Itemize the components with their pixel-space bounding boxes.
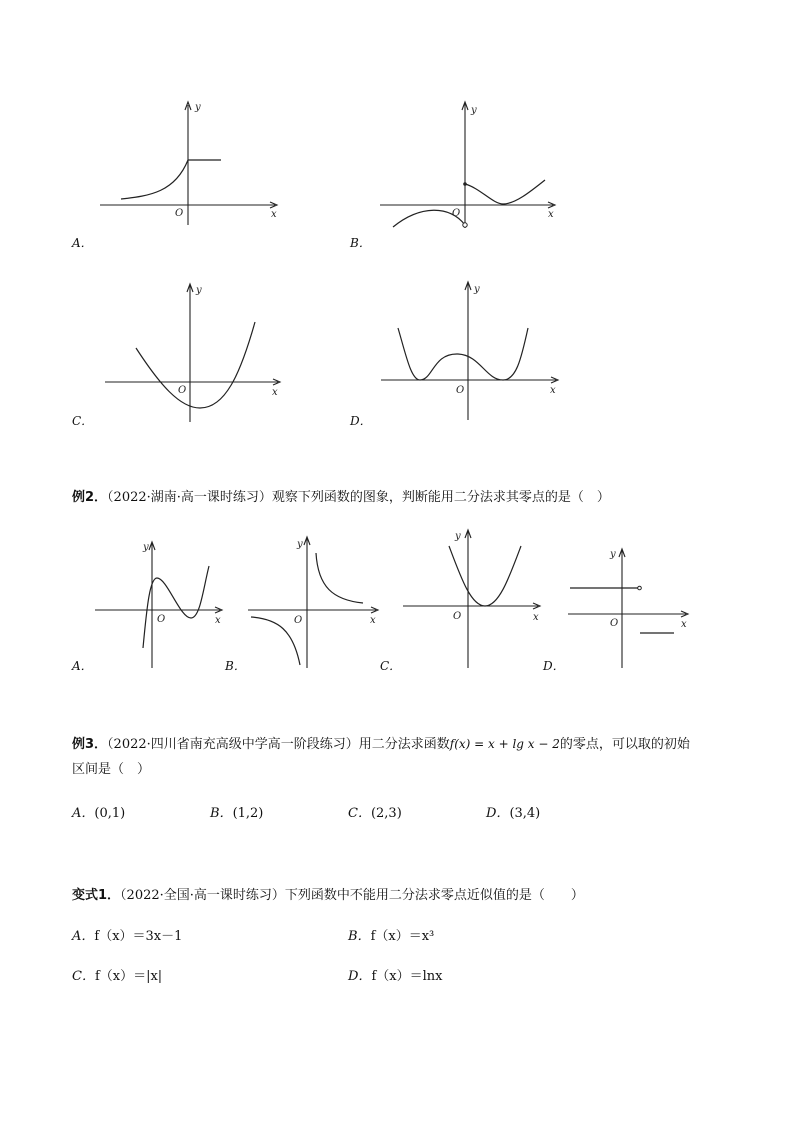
variant1-option-b: B．f（x）＝x³ [348, 929, 435, 944]
hyperbola-left [251, 615, 303, 665]
hyperbola-right [316, 553, 363, 603]
example3-title: 例3． [72, 737, 108, 752]
origin-label: O [294, 615, 303, 626]
example2-text: （2022·湖南·高一课时练习）观察下列函数的图象，判断能用二分法求其零点的是（ ） [107, 490, 610, 505]
example3-text-after: 的零点，可以取的初始 [559, 737, 690, 752]
variant1-option-a: A．f（x）＝3x－1 [72, 929, 183, 944]
graph-2b [248, 535, 388, 670]
graph-1b [375, 100, 575, 240]
y-label: y [471, 105, 477, 116]
origin-label: O [453, 611, 462, 622]
x-label: x [548, 209, 554, 220]
graph-1c [100, 280, 300, 430]
example3-text-before: （2022·四川省南充高级中学高一阶段练习）用二分法求函数 [107, 737, 450, 752]
origin-label: O [178, 385, 187, 396]
example3-formula: f(x) = x + lg x − 2 [449, 737, 560, 751]
example3-option-b: B．(1,2) [210, 806, 264, 821]
y-label: y [610, 549, 616, 560]
graph-1d [378, 280, 578, 430]
cubic-curve [143, 566, 209, 648]
parabola [136, 322, 255, 408]
variant1-text: （2022·全国·高一课时练习）下列函数中不能用二分法求零点近似值的是（ ） [120, 888, 584, 903]
graph-2d [568, 540, 698, 675]
origin-label: O [456, 385, 465, 396]
origin-label: O [157, 614, 166, 625]
example3-question [72, 736, 690, 753]
graph-1c-label: C． [72, 414, 94, 428]
parabola-tangent [449, 546, 521, 606]
origin-label: O [610, 618, 619, 629]
open-point-icon [638, 586, 642, 590]
y-label: y [195, 102, 201, 113]
x-label: x [272, 387, 278, 398]
example2-question [72, 490, 610, 506]
closed-point-icon [463, 182, 467, 186]
variant1-option-c: C．f（x）＝|x| [72, 969, 163, 984]
variant1-question [72, 888, 584, 904]
x-label: x [533, 612, 539, 623]
example2-title: 例2． [72, 490, 108, 505]
x-label: x [681, 619, 687, 630]
variant1-title: 变式1． [72, 888, 121, 903]
graph-2a-label: A． [72, 659, 93, 673]
y-label: y [143, 542, 149, 553]
example3-option-d: D．(3,4) [486, 806, 541, 821]
graph-1a-label: A． [72, 236, 93, 250]
y-label: y [196, 285, 202, 296]
graph-2a [95, 540, 235, 675]
graph-1d-label: D． [350, 414, 372, 428]
graph-2c-label: C． [380, 659, 402, 673]
variant1-option-d: D．f（x）＝lnx [348, 969, 443, 984]
example3-option-c: C．(2,3) [348, 806, 402, 821]
example3-option-a: A．(0,1) [72, 806, 126, 821]
x-label: x [271, 209, 277, 220]
graph-2b-label: B． [225, 659, 246, 673]
graph-2d-label: D． [543, 659, 565, 673]
y-label: y [297, 539, 303, 550]
x-label: x [215, 615, 221, 626]
example3-line2: 区间是（ ） [72, 762, 151, 777]
open-point-icon [463, 223, 467, 227]
x-label: x [550, 385, 556, 396]
y-label: y [474, 284, 480, 295]
graph-1b-label: B． [350, 236, 371, 250]
curve-left [121, 160, 188, 199]
w-curve [398, 328, 528, 380]
origin-label: O [452, 208, 461, 219]
graph-1a [95, 100, 295, 230]
x-label: x [370, 615, 376, 626]
y-label: y [455, 531, 461, 542]
origin-label: O [175, 208, 184, 219]
curve-right [465, 180, 545, 204]
graph-2c [403, 528, 548, 673]
